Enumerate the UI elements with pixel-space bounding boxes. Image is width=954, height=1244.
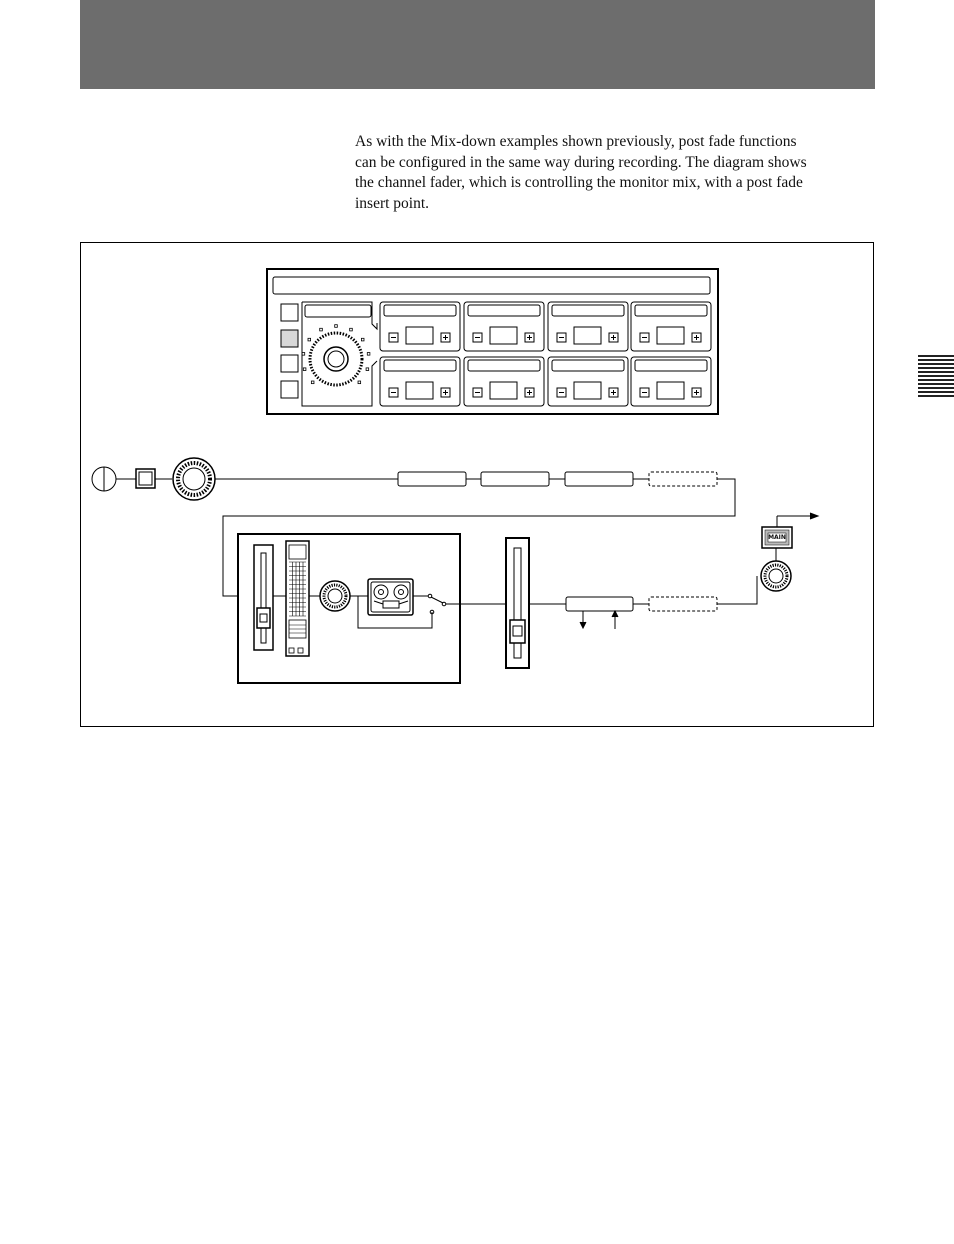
microphone-icon: [92, 467, 116, 491]
value-display: [406, 382, 433, 399]
return-knob-icon[interactable]: [320, 581, 350, 611]
pan-knob-icon[interactable]: [761, 561, 791, 591]
output-arrow-icon: [810, 513, 818, 519]
channel-fader-icon[interactable]: [506, 538, 529, 668]
intro-line: can be configured in the same way during recording. The diagram shows: [355, 153, 807, 171]
tape-recorder-icon: [368, 579, 413, 615]
switch-icon[interactable]: [428, 594, 446, 614]
module-display: [635, 305, 707, 316]
module-display: [468, 305, 540, 316]
input-chain: [92, 458, 735, 596]
intro-line: As with the Mix-down examples shown previously, post fade functions: [355, 133, 797, 150]
insert-block-dashed: [649, 597, 717, 611]
control-panel: [267, 269, 718, 414]
recording-section: [238, 534, 460, 683]
value-display: [657, 327, 684, 344]
fader-icon[interactable]: [254, 545, 273, 650]
output-chain: [460, 513, 818, 668]
main-button-label: MAIN: [768, 534, 786, 541]
intro-line: the channel fader, which is controlling the monitor mix, with a post fade: [355, 174, 803, 191]
module-display: [552, 305, 624, 316]
value-display: [574, 327, 601, 344]
module-display: [635, 360, 707, 371]
process-block: [481, 472, 549, 486]
process-block: [565, 472, 633, 486]
value-display: [490, 382, 517, 399]
module-display: [384, 305, 456, 316]
value-display: [657, 382, 684, 399]
intro-line: insert point.: [355, 194, 430, 212]
process-block: [398, 472, 466, 486]
panel-button[interactable]: [281, 381, 298, 398]
insert-point-block: [566, 597, 633, 611]
module-display: [384, 360, 456, 371]
panel-button[interactable]: [281, 304, 298, 321]
panel-button[interactable]: [281, 355, 298, 372]
module-display: [552, 360, 624, 371]
panel-button-selected[interactable]: [281, 330, 298, 347]
module-display: [468, 360, 540, 371]
panel-knob-icon[interactable]: [310, 333, 362, 385]
gain-knob-icon[interactable]: [173, 458, 215, 500]
value-display: [406, 327, 433, 344]
value-display: [490, 327, 517, 344]
meter-icon: [286, 541, 309, 656]
value-display: [574, 382, 601, 399]
insert-block-dashed: [649, 472, 717, 486]
